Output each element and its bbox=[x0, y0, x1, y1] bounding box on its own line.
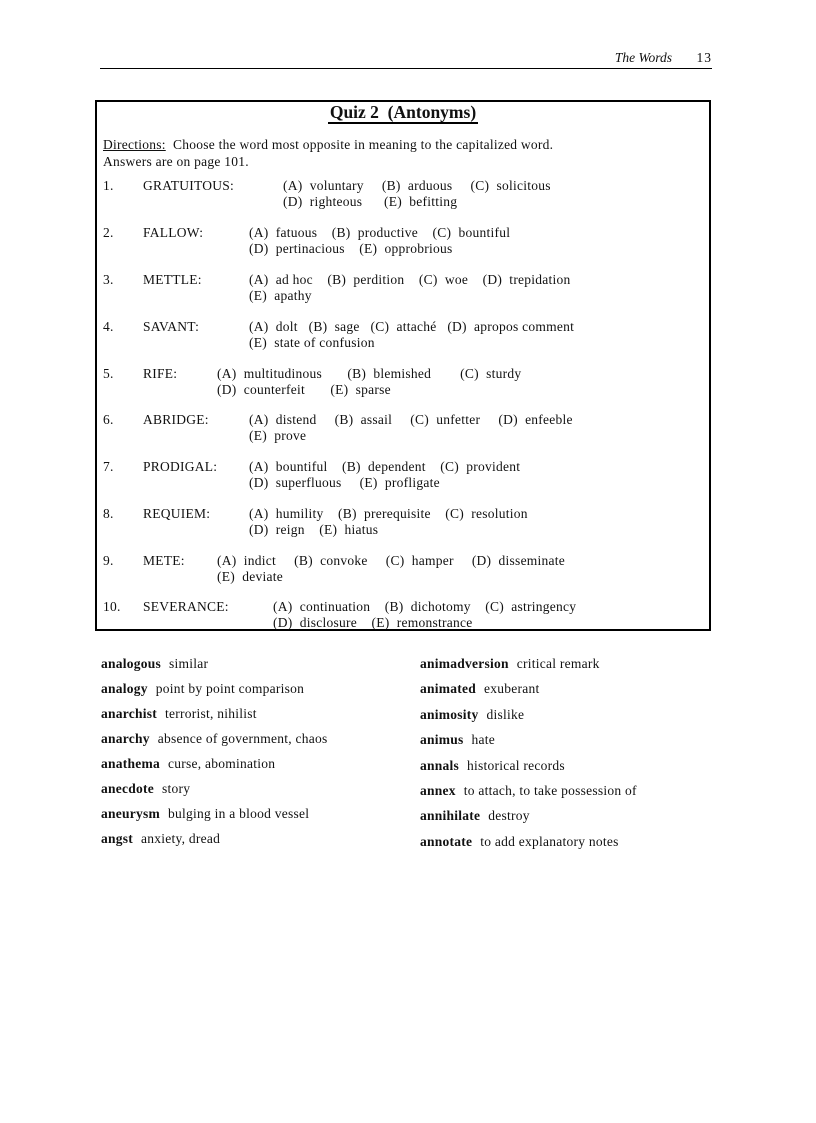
vocab-entry: anarchist terrorist, nihilist bbox=[101, 706, 257, 721]
vocab-entry: angst anxiety, dread bbox=[101, 831, 221, 846]
vocab-entry: annals historical records bbox=[420, 758, 565, 773]
vocab-entry: animadversion critical remark bbox=[420, 656, 600, 671]
directions bbox=[103, 136, 709, 170]
directions-text: Choose the word most opposite in meaning to the capitalized word. bbox=[173, 137, 554, 152]
header-title: The Words bbox=[614, 50, 672, 65]
vocab-entry: annex to attach, to take possession of bbox=[420, 783, 637, 798]
directions-label: Directions: bbox=[103, 137, 166, 152]
vocab-entry: annotate to add explanatory notes bbox=[420, 834, 619, 849]
vocab-entry: animated exuberant bbox=[420, 681, 540, 696]
vocab-entry: aneurysm bulging in a blood vessel bbox=[101, 806, 310, 821]
quiz-box: Quiz 2 (Antonyms) Directions: Choose the word most opposite in meaning to the capitalized word. Answers are on page 101. 1. GRATUITOUS: (A) voluntary (B) arduous (C) solicitous (D) righteous (E) befitting 2. FALLOW: (A) fatuous (B) productive (C) bountiful (D) pertinacious (E) opprobrious 3. METTLE: (A) ad hoc (B) perdition (C) woe (D) trepidation (E) apathy 4. SAVANT: (A) dolt (B) sage (C) attaché (D) apropos comment (E) state of confusion 5. RIFE: (A) multitudinous (B) blemished (C) sturdy (D) counterfeit (E) sparse 6. ABRIDGE: (A) distend (B) assail (C) unfetter (D) enfeeble (E) prove 7. PRODIGAL: (A) bountiful (B) dependent (C) provident (D) superfluous (E) profligate 8. REQUIEM: (A) humility (B) prerequisite (C) resolution (D) reign (E) hiatus 9. METE: (A) indict (B) convoke (C) hamper (D) disseminate (E) deviate 10. SEVERANCE: (A) continuation (B) dichotomy (C) astringency (D) disclosure (E) remonstrance bbox=[95, 100, 711, 631]
running-header bbox=[100, 50, 712, 69]
vocab-entry: anarchy absence of government, chaos bbox=[101, 731, 328, 746]
vocab-entry: annihilate destroy bbox=[420, 808, 530, 823]
vocab-entry: anathema curse, abomination bbox=[101, 756, 276, 771]
directions-answers: Answers are on page 101. bbox=[103, 154, 249, 169]
vocab-entry: analogy point by point comparison bbox=[101, 681, 305, 696]
vocab-entry: animosity dislike bbox=[420, 707, 525, 722]
vocab-entry: animus hate bbox=[420, 732, 496, 747]
page-number: 13 bbox=[696, 50, 712, 65]
vocab-entry: anecdote story bbox=[101, 781, 191, 796]
vocab-entry: analogous similar bbox=[101, 656, 209, 671]
quiz-title: Quiz 2 (Antonyms) bbox=[329, 102, 477, 122]
